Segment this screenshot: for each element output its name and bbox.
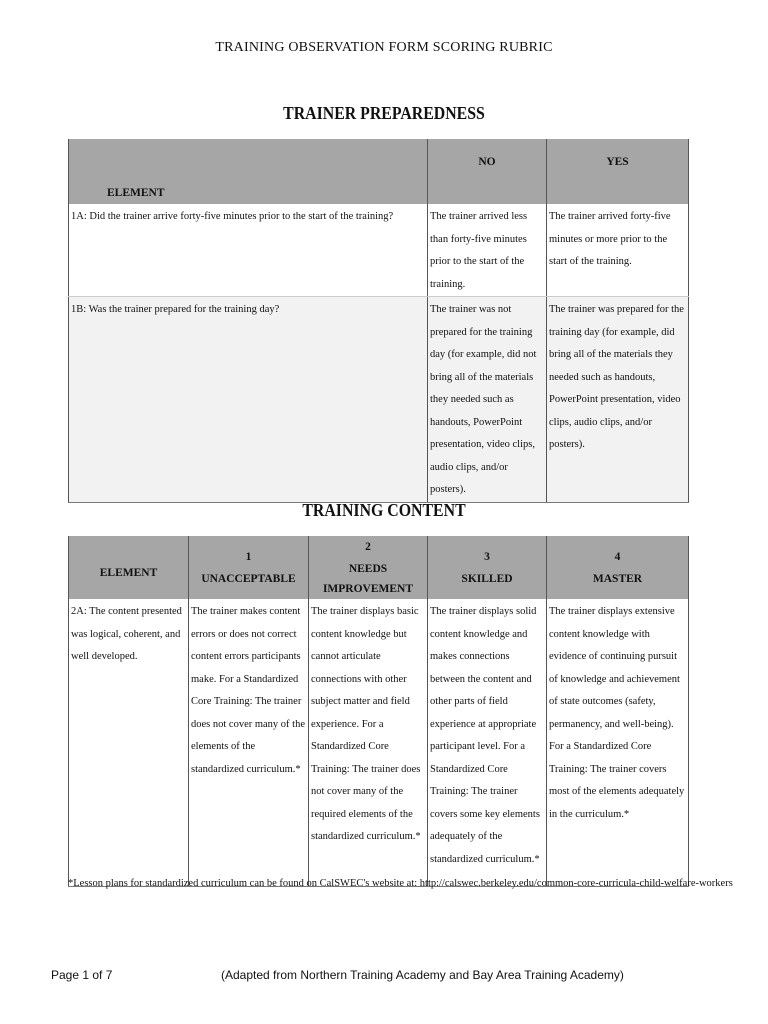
column-header-level-2 <box>309 536 428 599</box>
column-header-yes: YES <box>547 139 689 204</box>
level-1-cell: The trainer makes content errors or does not correct content errors participants make. For a Standardized Core Training: The trainer does not cover many of the elements of the standardized curriculum.* <box>189 599 309 887</box>
column-header-label: ELEMENT <box>99 566 158 579</box>
yes-cell: The trainer arrived forty-five minutes or more prior to the start of the training. <box>547 204 689 297</box>
preparedness-table <box>68 139 689 503</box>
level-number: 2 <box>365 541 371 553</box>
column-header-level-4 <box>547 536 689 599</box>
table-header-row <box>69 139 689 204</box>
column-header-level-3 <box>428 536 547 599</box>
no-cell: The trainer was not prepared for the training day (for example, did not bring all of the materials they needed such as handouts, PowerPoint presentation, video clips, audio clips, and/or posters). <box>428 297 547 503</box>
document-title: TRAINING OBSERVATION FORM SCORING RUBRIC <box>215 40 553 55</box>
footnote: *Lesson plans for standardized curriculum can be found on CalSWEC's website at: http://calswec.berkeley.edu/common-core-curricula-child-welfare-workers <box>68 878 733 889</box>
element-cell: 1A: Did the trainer arrive forty-five minutes prior to the start of the training? <box>69 204 428 297</box>
level-label: SKILLED <box>461 573 513 585</box>
adapted-note: (Adapted from Northern Training Academy and Bay Area Training Academy) <box>221 968 624 982</box>
level-number: 4 <box>614 551 621 563</box>
column-header-level-1 <box>189 536 309 599</box>
level-2-cell: The trainer displays basic content knowledge but cannot articulate connections with other subject matter and field experience. For a Standardized Core Training: The trainer does not cover many of the required elements of the standardized curriculum.* <box>309 599 428 887</box>
no-cell: The trainer arrived less than forty-five minutes prior to the start of the training. <box>428 204 547 297</box>
section-title-preparedness: TRAINER PREPAREDNESS <box>283 103 485 123</box>
level-number: 3 <box>484 551 490 563</box>
level-label: NEEDS IMPROVEMENT <box>322 563 414 595</box>
column-header-element: ELEMENT <box>69 139 428 204</box>
level-3-cell: The trainer displays solid content knowledge and makes connections between the content and other parts of field experience at appropriate participant level. For a Standardized Core Training: The trainer covers some key elements adequately of the standardized curriculum.* <box>428 599 547 887</box>
table-row <box>69 204 689 297</box>
page-number: Page 1 of 7 <box>51 968 113 982</box>
table-header-row <box>69 536 689 599</box>
column-header-no: NO <box>428 139 547 204</box>
level-label: MASTER <box>592 573 643 585</box>
table-row <box>69 599 689 887</box>
level-4-cell: The trainer displays extensive content knowledge with evidence of continuing pursuit of knowledge and achievement of state outcomes (safety, permanency, and well-being). For a Standardized Core Training: The trainer covers most of the elements adequately in the curriculum.* <box>547 599 689 887</box>
level-number: 1 <box>245 551 252 563</box>
table-row <box>69 297 689 503</box>
element-cell: 1B: Was the trainer prepared for the training day? <box>69 297 428 503</box>
content-table <box>68 536 733 889</box>
yes-cell: The trainer was prepared for the training day (for example, did bring all of the materials they needed such as handouts, PowerPoint presentation, video clips, audio clips, and/or posters). <box>547 297 689 503</box>
column-header-element <box>69 536 189 599</box>
section-title-content: TRAINING CONTENT <box>302 500 466 520</box>
element-cell: 2A: The content presented was logical, coherent, and well developed. <box>69 599 189 887</box>
level-label: UNACCEPTABLE <box>201 573 296 585</box>
